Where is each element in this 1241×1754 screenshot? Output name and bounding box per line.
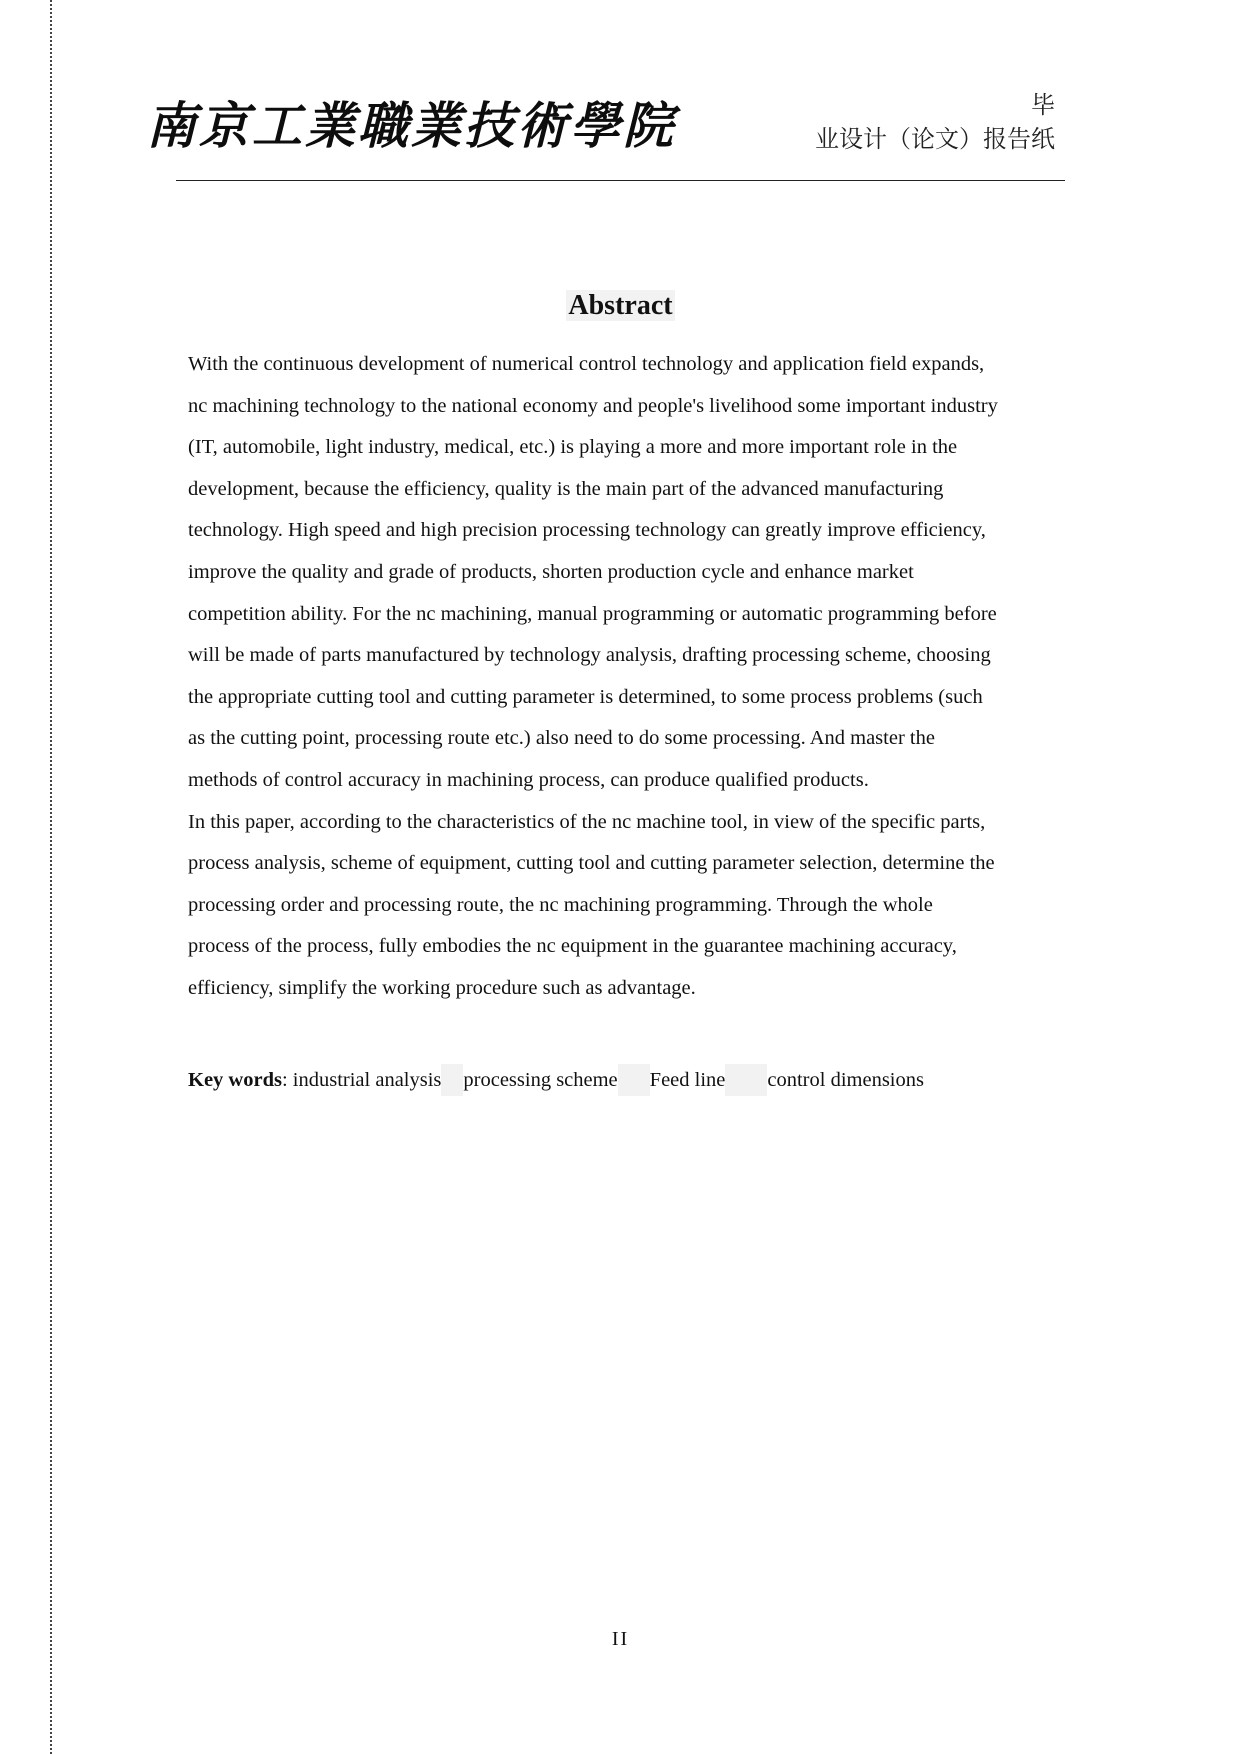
institution-logo: 南京工業職業技術學院	[146, 96, 676, 155]
keyword-item: industrial analysis	[292, 1069, 442, 1091]
abstract-line: improve the quality and grade of products, shorten production cycle and enhance market	[188, 560, 914, 583]
keyword-item: control dimensions	[767, 1069, 924, 1091]
abstract-title: Abstract	[568, 290, 673, 321]
keyword-spacer	[441, 1064, 463, 1096]
keywords-line	[188, 1064, 924, 1096]
abstract-line: efficiency, simplify the working procedure such as advantage.	[188, 976, 696, 999]
abstract-line: technology. High speed and high precision processing technology can greatly improve efficiency,	[188, 519, 986, 542]
abstract-line: (IT, automobile, light industry, medical, etc.) is playing a more and more important role in the	[188, 436, 958, 459]
page-number: II	[611, 1628, 630, 1650]
keyword-item: Feed line	[649, 1069, 726, 1091]
abstract-line: process of the process, fully embodies the nc equipment in the guarantee machining accuracy,	[188, 935, 957, 958]
abstract-line: will be made of parts manufactured by technology analysis, drafting processing scheme, choosing	[188, 644, 991, 667]
abstract-line: In this paper, according to the characteristics of the nc machine tool, in view of the specific parts,	[188, 810, 986, 833]
abstract-line: methods of control accuracy in machining process, can produce qualified products.	[188, 768, 869, 791]
keyword-spacer	[618, 1064, 650, 1096]
page-header	[0, 0, 1241, 190]
keyword-item: processing scheme	[463, 1069, 618, 1091]
abstract-line: process analysis, scheme of equipment, cutting tool and cutting parameter selection, determine the	[188, 852, 995, 875]
binding-dotted-line	[50, 0, 52, 1754]
header-divider	[176, 180, 1065, 181]
abstract-body	[188, 344, 1068, 1010]
header-subtitle	[815, 88, 1055, 156]
abstract-line: development, because the efficiency, quality is the main part of the advanced manufacturing	[188, 477, 944, 500]
keywords-label: Key words	[188, 1069, 282, 1091]
header-subtitle-line-2: 业设计（论文）报告纸	[815, 125, 1055, 153]
abstract-line: as the cutting point, processing route etc.) also need to do some processing. And master the	[188, 727, 935, 750]
keyword-spacer	[725, 1064, 767, 1096]
abstract-line: With the continuous development of numerical control technology and application field expands,	[188, 353, 985, 375]
abstract-heading	[0, 290, 1241, 322]
keywords-separator: :	[281, 1069, 293, 1091]
abstract-line: nc machining technology to the national economy and people's livelihood some important industry	[188, 394, 998, 417]
abstract-line: processing order and processing route, the nc machining programming. Through the whole	[188, 893, 933, 916]
header-subtitle-line-1: 毕	[1031, 91, 1055, 119]
abstract-line: competition ability. For the nc machining, manual programming or automatic programming before	[188, 602, 997, 625]
abstract-line: the appropriate cutting tool and cutting parameter is determined, to some process problems (such	[188, 685, 983, 708]
